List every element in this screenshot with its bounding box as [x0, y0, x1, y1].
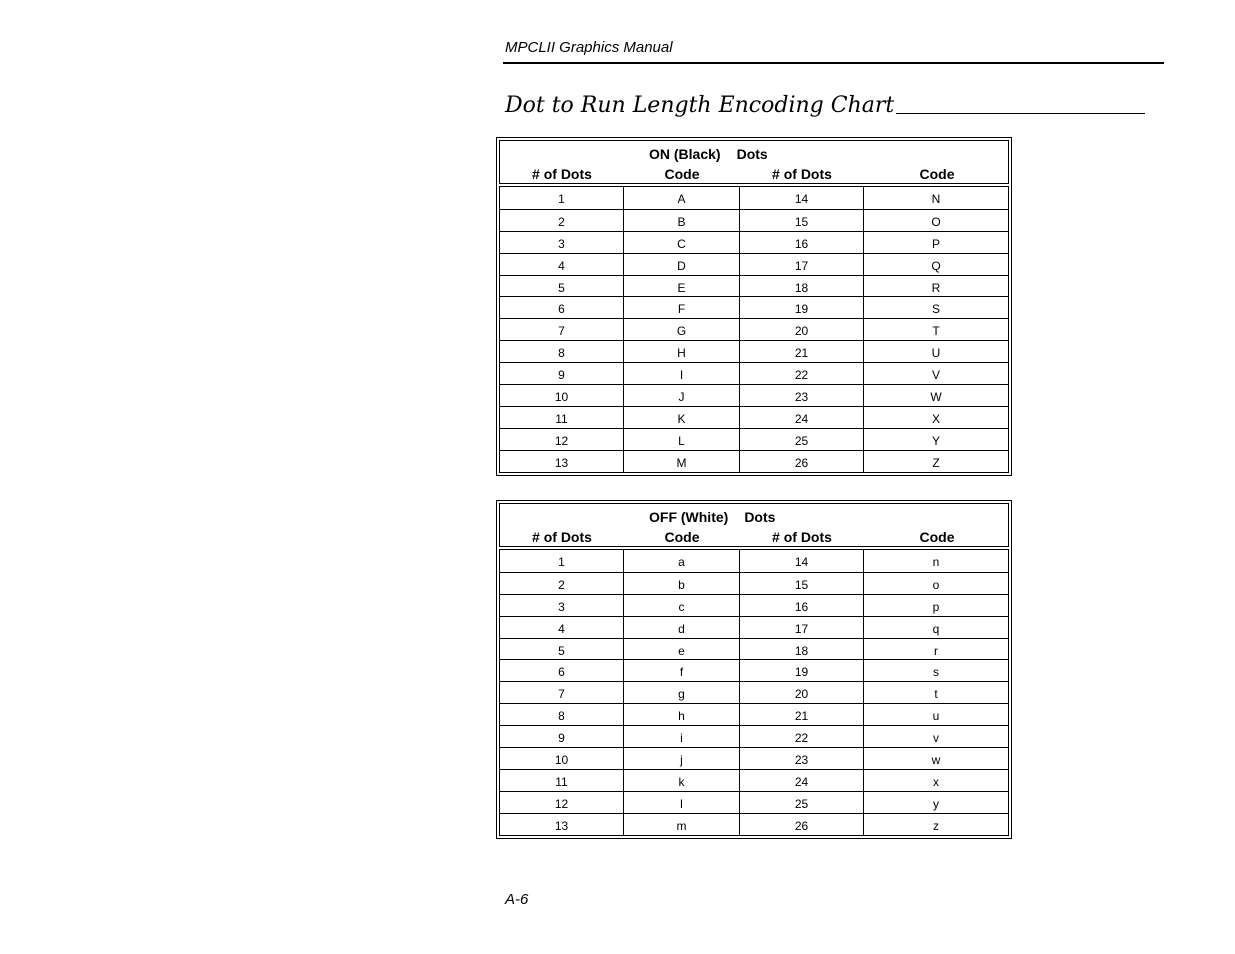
- table-cell: Y: [931, 433, 940, 448]
- table-cell: 7: [500, 682, 624, 703]
- table-row: [500, 769, 1008, 791]
- table-row: [500, 725, 1008, 747]
- table-row: [500, 362, 1008, 384]
- table-row: [500, 594, 1008, 616]
- table-cell: R: [931, 280, 941, 295]
- table-cell: o: [932, 577, 940, 592]
- column-header: # of Dots: [532, 529, 592, 545]
- table-cell: 25: [740, 792, 864, 813]
- table-cell: O: [931, 214, 941, 229]
- table-cell: h: [624, 704, 740, 725]
- table-row: [500, 638, 1008, 660]
- table-cell: y: [933, 796, 939, 811]
- table-cell: a: [624, 550, 740, 572]
- section-title: [505, 93, 1145, 118]
- table-cell: 1: [500, 550, 624, 572]
- table-header: [499, 503, 1009, 547]
- table-cell: B: [624, 210, 740, 231]
- table-row: [500, 187, 1008, 209]
- table-cell: V: [931, 368, 940, 383]
- table-cell: 19: [740, 297, 864, 318]
- table-cell: 26: [740, 814, 864, 835]
- table-body: [499, 549, 1009, 836]
- table-cell: v: [933, 731, 939, 746]
- table-cell: I: [624, 363, 740, 384]
- table-cell: F: [624, 297, 740, 318]
- table-cell: 16: [740, 232, 864, 253]
- table-cell: 18: [740, 639, 864, 660]
- table-cell: L: [624, 429, 740, 450]
- table-row: [500, 406, 1008, 428]
- table-row: [500, 550, 1008, 572]
- title-rule: [896, 113, 1145, 114]
- table-cell: 13: [500, 814, 624, 835]
- table-cell: 14: [740, 550, 864, 572]
- table-cell: j: [624, 748, 740, 769]
- table-cell: 17: [740, 617, 864, 638]
- table-cell: 14: [740, 187, 864, 209]
- column-header: Code: [919, 166, 955, 182]
- table-cell: 21: [740, 704, 864, 725]
- table-cell: d: [624, 617, 740, 638]
- table-cell: q: [932, 621, 940, 636]
- table-cell: X: [931, 411, 940, 426]
- table-row: [500, 791, 1008, 813]
- caption-suffix: Dots: [736, 146, 768, 162]
- table-row: [500, 428, 1008, 450]
- table-cell: p: [932, 599, 940, 614]
- column-header: # of Dots: [772, 529, 832, 545]
- table-cell: G: [624, 319, 740, 340]
- table-cell: 23: [740, 748, 864, 769]
- table-caption: [649, 146, 768, 162]
- table-cell: 20: [740, 682, 864, 703]
- table-cell: 10: [500, 385, 624, 406]
- table-cell: 22: [740, 363, 864, 384]
- table-row: [500, 209, 1008, 231]
- table-row: [500, 450, 1008, 472]
- table-caption: [649, 509, 775, 525]
- table-cell: 12: [500, 792, 624, 813]
- table-cell: 3: [500, 595, 624, 616]
- table-row: [500, 813, 1008, 835]
- table-cell: 26: [740, 451, 864, 472]
- table-header: [499, 140, 1009, 184]
- table-cell: Q: [931, 258, 941, 273]
- table-cell: 4: [500, 254, 624, 275]
- table-cell: 24: [740, 770, 864, 791]
- table-cell: 22: [740, 726, 864, 747]
- table-cell: 17: [740, 254, 864, 275]
- table-row: [500, 747, 1008, 769]
- table-cell: C: [624, 232, 740, 253]
- table-cell: K: [624, 407, 740, 428]
- table-row: [500, 340, 1008, 362]
- table-cell: 3: [500, 232, 624, 253]
- on-black-table: [496, 137, 1012, 476]
- column-header: Code: [664, 166, 700, 182]
- table-cell: e: [624, 639, 740, 660]
- table-cell: E: [624, 276, 740, 297]
- table-row: [500, 384, 1008, 406]
- table-cell: u: [932, 709, 940, 724]
- caption-suffix: Dots: [744, 509, 776, 525]
- column-header: # of Dots: [772, 166, 832, 182]
- column-header: # of Dots: [532, 166, 592, 182]
- table-cell: n: [932, 555, 940, 570]
- table-cell: 20: [740, 319, 864, 340]
- table-cell: P: [931, 236, 940, 251]
- table-cell: k: [624, 770, 740, 791]
- table-row: [500, 253, 1008, 275]
- table-cell: 5: [500, 276, 624, 297]
- table-cell: f: [624, 660, 740, 681]
- table-row: [500, 231, 1008, 253]
- table-cell: M: [624, 451, 740, 472]
- table-cell: 10: [500, 748, 624, 769]
- table-row: [500, 659, 1008, 681]
- column-header: Code: [919, 529, 955, 545]
- table-cell: H: [624, 341, 740, 362]
- table-cell: 18: [740, 276, 864, 297]
- table-cell: 6: [500, 297, 624, 318]
- table-cell: 24: [740, 407, 864, 428]
- table-cell: w: [931, 752, 941, 767]
- running-header: MPCLII Graphics Manual: [505, 39, 673, 56]
- table-cell: 2: [500, 210, 624, 231]
- table-cell: t: [934, 687, 938, 702]
- table-cell: 4: [500, 617, 624, 638]
- table-cell: z: [933, 818, 939, 833]
- off-white-table: [496, 500, 1012, 839]
- table-cell: 16: [740, 595, 864, 616]
- table-cell: i: [624, 726, 740, 747]
- table-cell: 15: [740, 210, 864, 231]
- section-title-text: Dot to Run Length Encoding Chart: [505, 93, 895, 118]
- table-cell: 21: [740, 341, 864, 362]
- table-cell: U: [931, 346, 941, 361]
- table-cell: 5: [500, 639, 624, 660]
- page-number: A-6: [505, 891, 529, 908]
- table-cell: b: [624, 573, 740, 594]
- table-row: [500, 616, 1008, 638]
- table-cell: Z: [932, 455, 940, 470]
- table-row: [500, 275, 1008, 297]
- table-row: [500, 296, 1008, 318]
- table-cell: T: [932, 324, 940, 339]
- table-cell: 19: [740, 660, 864, 681]
- table-cell: 13: [500, 451, 624, 472]
- table-cell: c: [624, 595, 740, 616]
- table-cell: S: [931, 302, 940, 317]
- table-row: [500, 681, 1008, 703]
- table-cell: N: [931, 192, 941, 207]
- table-cell: A: [624, 187, 740, 209]
- table-cell: J: [624, 385, 740, 406]
- table-cell: 11: [500, 770, 624, 791]
- table-cell: 11: [500, 407, 624, 428]
- table-cell: 9: [500, 726, 624, 747]
- table-cell: 9: [500, 363, 624, 384]
- table-cell: 1: [500, 187, 624, 209]
- table-cell: 8: [500, 341, 624, 362]
- table-cell: 2: [500, 573, 624, 594]
- table-cell: 12: [500, 429, 624, 450]
- table-cell: l: [624, 792, 740, 813]
- column-header: Code: [664, 529, 700, 545]
- table-body: [499, 186, 1009, 473]
- table-cell: m: [624, 814, 740, 835]
- table-cell: 23: [740, 385, 864, 406]
- table-cell: g: [624, 682, 740, 703]
- caption-label: ON (Black): [649, 146, 721, 162]
- table-cell: 7: [500, 319, 624, 340]
- table-cell: 8: [500, 704, 624, 725]
- table-row: [500, 572, 1008, 594]
- table-cell: 6: [500, 660, 624, 681]
- table-row: [500, 703, 1008, 725]
- header-rule: [503, 62, 1164, 64]
- table-cell: 15: [740, 573, 864, 594]
- table-row: [500, 318, 1008, 340]
- table-cell: W: [930, 389, 942, 404]
- table-cell: x: [933, 774, 939, 789]
- caption-label: OFF (White): [649, 509, 729, 525]
- table-cell: s: [933, 665, 939, 680]
- table-cell: r: [934, 643, 938, 658]
- table-cell: 25: [740, 429, 864, 450]
- table-cell: D: [624, 254, 740, 275]
